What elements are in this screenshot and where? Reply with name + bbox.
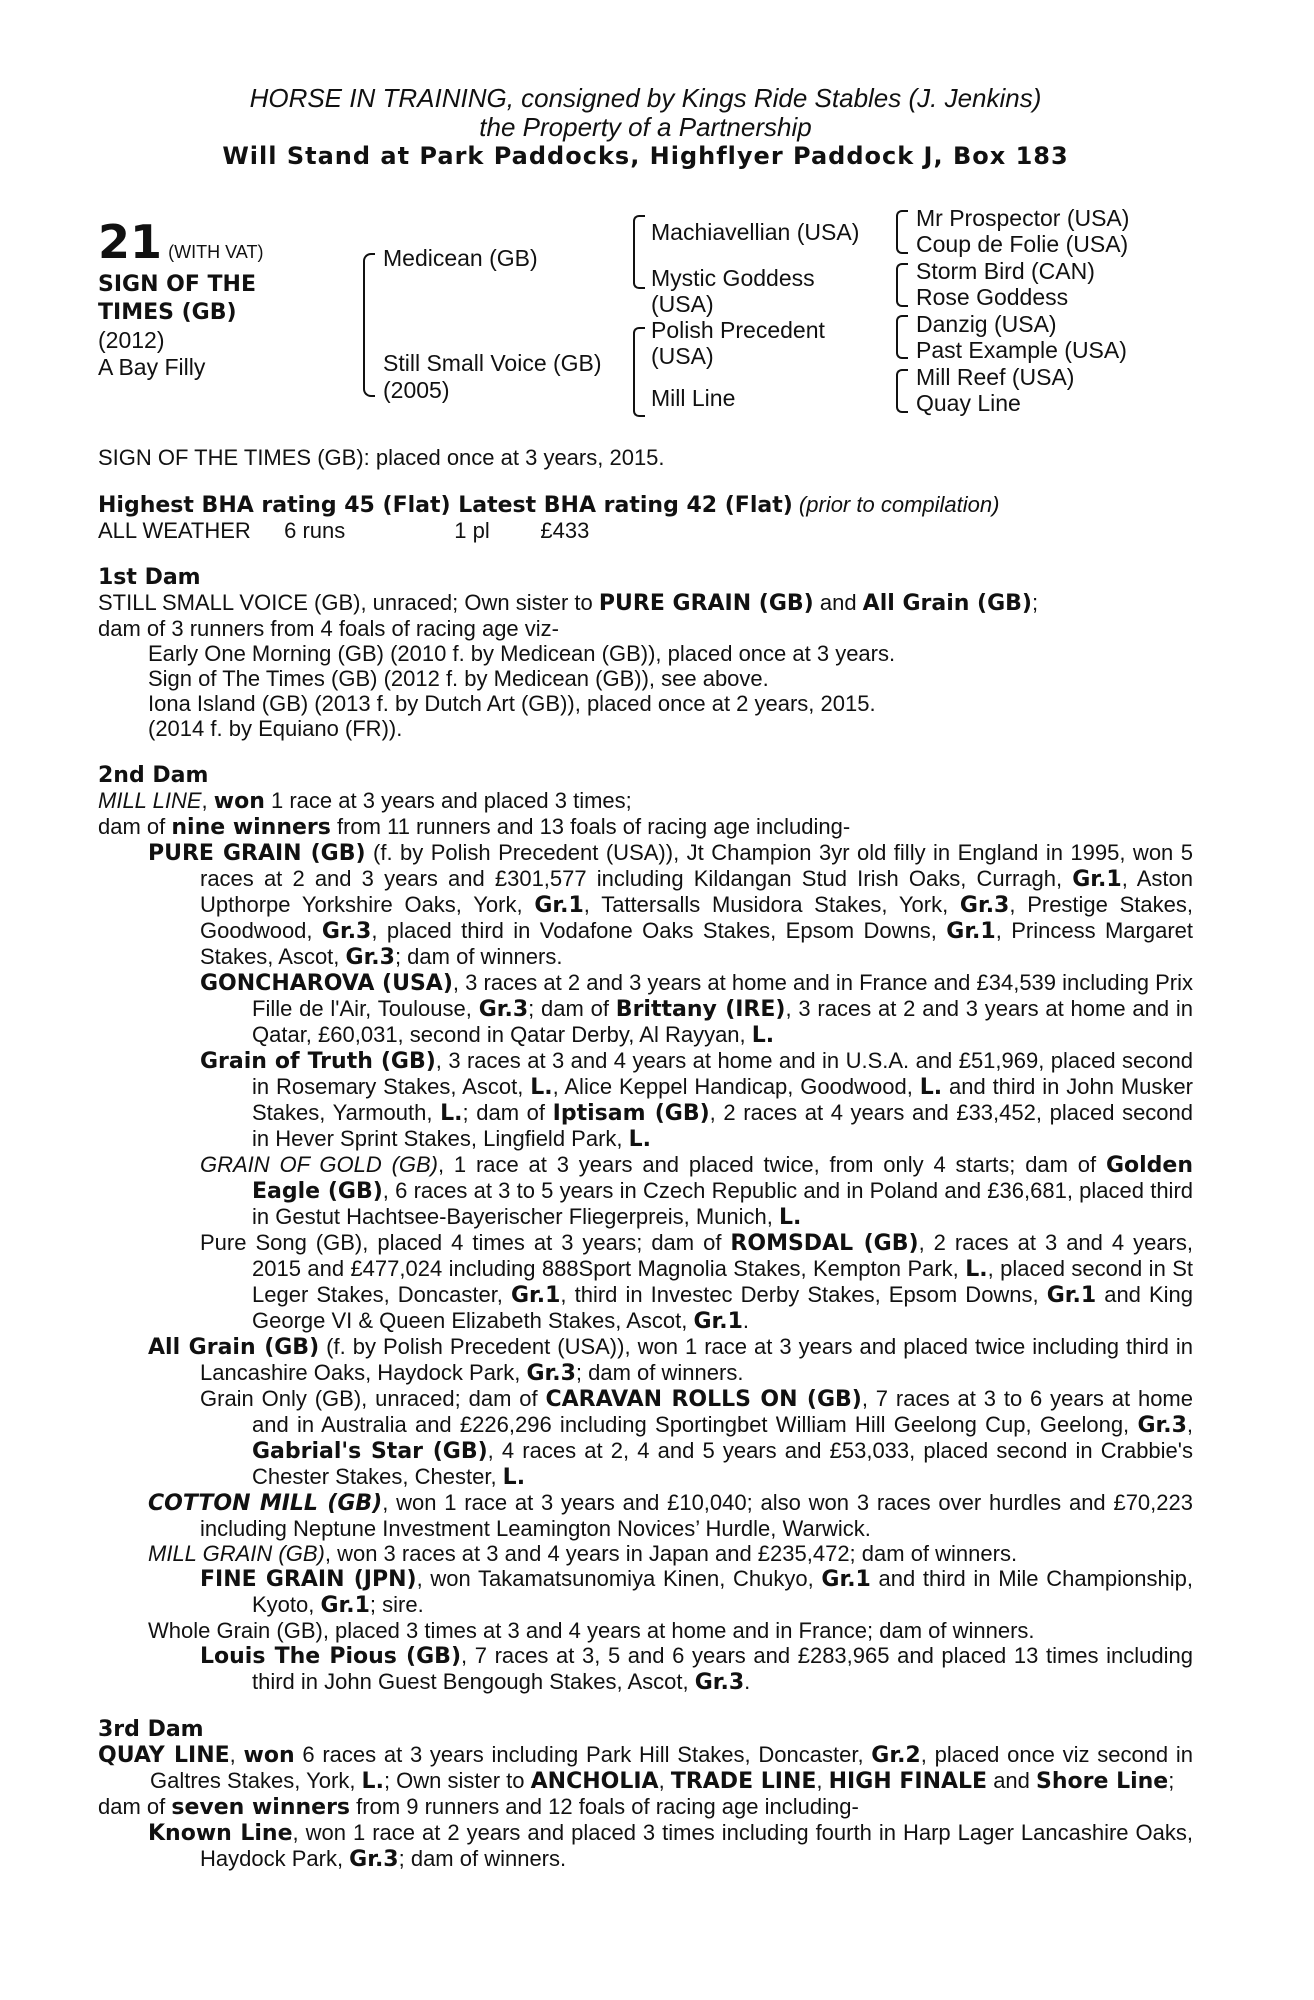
section-heading: 3rd Dam	[98, 1717, 204, 1742]
text: and	[987, 1768, 1037, 1793]
text: , 7 races at 3, 5 and 6 years and £283,965 and placed 13 times including third in John Guest Bengough Stakes, Ascot,	[252, 1643, 1193, 1694]
grade: L.	[440, 1101, 463, 1126]
gen2-brace-top	[633, 215, 645, 289]
perf-runs: 6 runs	[284, 518, 346, 543]
horse-name: Shore Line	[1036, 1769, 1169, 1794]
gen3-horse: Mill Reef (USA)	[916, 364, 1075, 390]
birth-year: (2012)	[98, 327, 165, 353]
text: , placed once viz second in Galtres Stakes, York,	[150, 1742, 1194, 1793]
text: ,	[816, 1768, 829, 1793]
text: , won 1 race at 2 years and placed 3 times including fourth in Harp Lager Lancashire Oaks, Haydock Park,	[200, 1820, 1193, 1871]
second-dam-section	[98, 763, 1193, 1695]
gen1-brace	[363, 253, 375, 397]
grade: Gr.3	[478, 997, 529, 1022]
text: , Alice Keppel Handicap, Goodwood,	[552, 1074, 920, 1099]
text: Grain Only (GB), unraced; dam of	[200, 1386, 546, 1411]
grade: Gr.3	[349, 1847, 399, 1872]
text: from 11 runners and 13 foals of racing age including-	[330, 814, 851, 839]
text: , Tattersalls Musidora Stakes, York,	[583, 892, 960, 917]
text: from 9 runners and 12 foals of racing age including-	[350, 1794, 859, 1819]
grade: L.	[628, 1127, 652, 1152]
vat-note: (WITH VAT)	[168, 242, 264, 262]
text: ; dam of winners.	[575, 1360, 744, 1385]
progeny-entry	[98, 840, 1193, 970]
horse-name: MILL LINE	[98, 788, 202, 813]
dam-line1: Still Small Voice (GB)	[383, 350, 602, 376]
dam-summary	[98, 788, 1193, 814]
third-dam-section	[98, 1717, 1193, 1872]
horse-name: Golden Eagle (GB)	[252, 1153, 1193, 1204]
text: , Prestige Stakes, Goodwood,	[200, 892, 1193, 943]
text: nine winners	[171, 815, 331, 840]
horse-name: Brittany (IRE)	[615, 997, 786, 1022]
progeny-entry	[98, 1490, 1193, 1541]
performance-row	[98, 518, 1193, 543]
horse-name: COTTON MILL (GB)	[148, 1491, 383, 1516]
sire-dam-line1: Mystic Goddess	[651, 265, 815, 291]
text: , 3 races at 2 and 3 years at home and in France and £34,539 including Prix Fille de l'Air, Toulouse,	[252, 970, 1193, 1021]
horse-name: ROMSDAL (GB)	[730, 1231, 919, 1256]
dam-summary	[98, 1742, 1193, 1794]
horse-name: HIGH FINALE	[828, 1769, 988, 1794]
grade: L.	[965, 1257, 988, 1282]
gen3-horse: Storm Bird (CAN)	[916, 258, 1095, 284]
horse-name: TRADE LINE	[670, 1769, 817, 1794]
horse-name: Louis The Pious (GB)	[200, 1644, 461, 1669]
horse-name: GONCHAROVA (USA)	[200, 971, 453, 996]
grade: Gr.1	[510, 1283, 561, 1308]
grade: Gr.3	[526, 1361, 576, 1386]
horse-name: All Grain (GB)	[148, 1335, 320, 1360]
grade: Gr.1	[946, 919, 996, 944]
dam-line2: (2005)	[383, 377, 450, 403]
grade: L.	[779, 1205, 802, 1230]
dam-foals-intro: dam of 3 runners from 4 foals of racing age viz-	[98, 616, 559, 641]
catalogue-page	[98, 84, 1193, 1872]
text: (f. by Polish Precedent (USA)), won 1 race at 3 years and placed twice including third in Lancashire Oaks, Haydock Park,	[200, 1334, 1193, 1385]
progeny-entry	[98, 1820, 1193, 1872]
sire-sire: Machiavellian (USA)	[651, 219, 860, 245]
gen3-horse: Quay Line	[916, 390, 1021, 416]
dam-dam: Mill Line	[651, 385, 736, 411]
text: , 6 races at 3 to 5 years in Czech Republic and in Poland and £36,681, placed third in Gestut Hachtsee-Bayerischer Fliegerpreis, Munich,	[252, 1178, 1194, 1229]
grade: Gr.1	[1072, 867, 1122, 892]
grade: Gr.1	[693, 1309, 743, 1334]
text: , Princess Margaret Stakes, Ascot,	[200, 918, 1194, 969]
progeny-entry	[98, 1334, 1193, 1386]
bha-rating: Highest BHA rating 45 (Flat) Latest BHA rating 42 (Flat)	[98, 493, 793, 518]
text: dam of	[98, 1794, 172, 1819]
grade: L.	[530, 1075, 553, 1100]
consignor-line: HORSE IN TRAINING, consigned by Kings Ride Stables (J. Jenkins)	[249, 83, 1042, 113]
gen3-horse: Danzig (USA)	[916, 311, 1057, 337]
progeny-entry	[98, 1541, 1193, 1566]
foal-entry: (2014 f. by Equiano (FR)).	[148, 716, 403, 741]
progeny-entry	[98, 1048, 1193, 1152]
gen3-brace-3	[896, 315, 908, 359]
gen3-horse: Mr Prospector (USA)	[916, 205, 1130, 231]
progeny-entry	[98, 1386, 1193, 1490]
grade: Gr.1	[534, 893, 584, 918]
horse-name-line2: TIMES (GB)	[98, 300, 237, 325]
text: , Aston Upthorpe Yorkshire Oaks, York,	[200, 866, 1193, 917]
text: , third in Investec Derby Stakes, Epsom Downs,	[560, 1282, 1047, 1307]
horse-name: PURE GRAIN (GB)	[148, 841, 366, 866]
horse-name: Gabrial's Star (GB)	[252, 1439, 488, 1464]
progeny-entry	[98, 970, 1193, 1048]
horse-name: PURE GRAIN (GB)	[598, 591, 814, 616]
grade: Gr.3	[1137, 1413, 1187, 1438]
horse-name: GRAIN OF GOLD (GB)	[200, 1152, 439, 1177]
text: , won 3 races at 3 and 4 years in Japan and £235,472; dam of winners.	[324, 1541, 1018, 1566]
dam-sire-line2: (USA)	[651, 343, 714, 369]
stand-location: Will Stand at Park Paddocks, Highflyer Paddock J, Box 183	[222, 142, 1069, 170]
foal-entry: Early One Morning (GB) (2010 f. by Medicean (GB)), placed once at 3 years.	[148, 641, 896, 666]
foal-entry: Iona Island (GB) (2013 f. by Dutch Art (GB)), placed once at 2 years, 2015.	[148, 691, 876, 716]
text: ,	[201, 788, 214, 813]
progeny-entry	[98, 1643, 1193, 1695]
grade: Gr.3	[321, 919, 372, 944]
horse-name: All Grain (GB)	[862, 591, 1032, 616]
rating-line	[98, 492, 1193, 518]
horse-name: CARAVAN ROLLS ON (GB)	[545, 1387, 862, 1412]
perf-surface: ALL WEATHER	[98, 518, 251, 543]
text: .	[744, 1669, 751, 1694]
gen3-brace-2	[896, 263, 908, 307]
text: ;	[1168, 1768, 1175, 1793]
text: won	[213, 789, 265, 814]
rating-note: (prior to compilation)	[798, 492, 1000, 517]
text: , won 1 race at 3 years and £10,040; also won 3 races over hurdles and £70,223 including Neptune Investment Leamington Novices’ Hurdle, Warwick.	[200, 1490, 1193, 1541]
first-dam-section	[98, 565, 1193, 741]
text: , 1 race at 3 years and placed twice, from only 4 starts; dam of	[438, 1152, 1106, 1177]
section-heading: 1st Dam	[98, 565, 201, 590]
gen2-brace-bottom	[633, 327, 645, 417]
text: Whole Grain (GB), placed 3 times at 3 and 4 years at home and in France; dam of winners.	[148, 1618, 1035, 1643]
text: dam of	[98, 814, 172, 839]
text: , 2 races at 3 and 4 years, 2015 and £477,024 including 888Sport Magnolia Stakes, Kempton Park,	[252, 1230, 1193, 1281]
horse-name: Iptisam (GB)	[552, 1101, 710, 1126]
progeny-entry	[98, 1230, 1193, 1334]
dam-foals-intro	[98, 1794, 1193, 1820]
gen3-brace-1	[896, 210, 908, 254]
grade: Gr.1	[1046, 1283, 1097, 1308]
horse-name: Grain of Truth (GB)	[200, 1049, 436, 1074]
text: and third in John Musker Stakes, Yarmouth,	[252, 1074, 1193, 1125]
horse-name: Known Line	[148, 1821, 293, 1846]
text: , 3 races at 2 and 3 years at home and in Qatar, £60,031, second in Qatar Derby, Al Rayyan,	[252, 996, 1193, 1047]
text: 6 races at 3 years including Park Hill Stakes, Doncaster,	[294, 1742, 872, 1767]
text: and third in Mile Championship, Kyoto,	[252, 1566, 1193, 1617]
horse-name: FINE GRAIN (JPN)	[200, 1567, 417, 1592]
text: ; dam of winners.	[394, 944, 563, 969]
grade: L.	[751, 1023, 775, 1048]
text: Pure Song (GB), placed 4 times at 3 years; dam of	[200, 1230, 731, 1255]
grade: Gr.1	[320, 1593, 370, 1618]
text: , 3 races at 3 and 4 years at home and in U.S.A. and £51,969, placed second in Rosemary Stakes, Ascot,	[252, 1048, 1193, 1099]
dam-sire-line1: Polish Precedent	[651, 317, 825, 343]
pedigree-table	[98, 205, 1193, 435]
grade: Gr.2	[871, 1743, 921, 1768]
dam-summary	[98, 590, 1193, 616]
horse-name: QUAY LINE	[98, 1743, 230, 1768]
gen3-brace-4	[896, 369, 908, 413]
grade: Gr.3	[959, 893, 1010, 918]
sire-dam-line2: (USA)	[651, 291, 714, 317]
perf-prize-money: £433	[540, 518, 590, 543]
lot-number-block	[98, 215, 264, 269]
text: seven winners	[171, 1795, 351, 1820]
text: ; dam of	[528, 996, 616, 1021]
text: and King George VI & Queen Elizabeth Stakes, Ascot,	[252, 1282, 1194, 1333]
text: ,	[1186, 1412, 1193, 1437]
horse-name: MILL GRAIN (GB)	[148, 1541, 325, 1566]
lot-number: 21	[98, 215, 163, 269]
horse-name-line1: SIGN OF THE	[98, 272, 256, 297]
gen3-horse: Coup de Folie (USA)	[916, 231, 1129, 257]
gen3-horse: Rose Goddess	[916, 284, 1069, 310]
text: 1 race at 3 years and placed 3 times;	[264, 788, 632, 813]
text: ,	[229, 1742, 244, 1767]
text: , 4 races at 2, 4 and 5 years and £53,033, placed second in Crabbie's Chester Stakes, Chester,	[252, 1438, 1193, 1489]
text: ; sire.	[369, 1592, 424, 1617]
text: , 7 races at 3 to 6 years at home and in Australia and £226,296 including Sportingbet William Hill Geelong Cup, Geelong,	[252, 1386, 1193, 1437]
grade: Gr.1	[821, 1567, 871, 1592]
text: (f. by Polish Precedent (USA)), Jt Champion 3yr old filly in England in 1995, won 5 races at 2 and 3 years and £301,577 including Kildangan Stud Irish Oaks, Curragh,	[200, 840, 1193, 891]
perf-placings: 1 pl	[454, 518, 490, 543]
text: , placed second in St Leger Stakes, Doncaster,	[252, 1256, 1193, 1307]
grade: L.	[502, 1465, 526, 1490]
text: , placed third in Vodafone Oaks Stakes, Epsom Downs,	[371, 918, 947, 943]
grade: Gr.3	[694, 1670, 745, 1695]
progeny-entry	[98, 1618, 1193, 1643]
text: ; dam of	[462, 1100, 553, 1125]
text: ,	[658, 1768, 671, 1793]
text: won	[243, 1743, 295, 1768]
grade: L.	[361, 1769, 384, 1794]
placed-summary: SIGN OF THE TIMES (GB): placed once at 3 years, 2015.	[98, 445, 665, 470]
sire: Medicean (GB)	[383, 245, 538, 271]
section-heading: 2nd Dam	[98, 763, 209, 788]
property-line: the Property of a Partnership	[479, 112, 812, 142]
progeny-entry	[98, 1566, 1193, 1618]
text: STILL SMALL VOICE (GB), unraced; Own sister to	[98, 590, 599, 615]
text: and	[813, 590, 863, 615]
gen3-horse: Past Example (USA)	[916, 337, 1127, 363]
horse-name: ANCHOLIA	[530, 1769, 659, 1794]
text: ; Own sister to	[383, 1768, 531, 1793]
progeny-entry	[98, 1152, 1193, 1230]
grade: L.	[919, 1075, 943, 1100]
dam-foals-intro	[98, 814, 1193, 840]
horse-description: A Bay Filly	[98, 354, 206, 380]
foal-entry: Sign of The Times (GB) (2012 f. by Medicean (GB)), see above.	[148, 666, 769, 691]
text: ;	[1032, 590, 1039, 615]
text: ; dam of winners.	[398, 1846, 567, 1871]
text: , 2 races at 4 years and £33,452, placed second in Hever Sprint Stakes, Lingfield Park,	[252, 1100, 1194, 1151]
grade: Gr.3	[345, 945, 395, 970]
text: , won Takamatsunomiya Kinen, Chukyo,	[416, 1566, 822, 1591]
text: .	[742, 1308, 750, 1333]
